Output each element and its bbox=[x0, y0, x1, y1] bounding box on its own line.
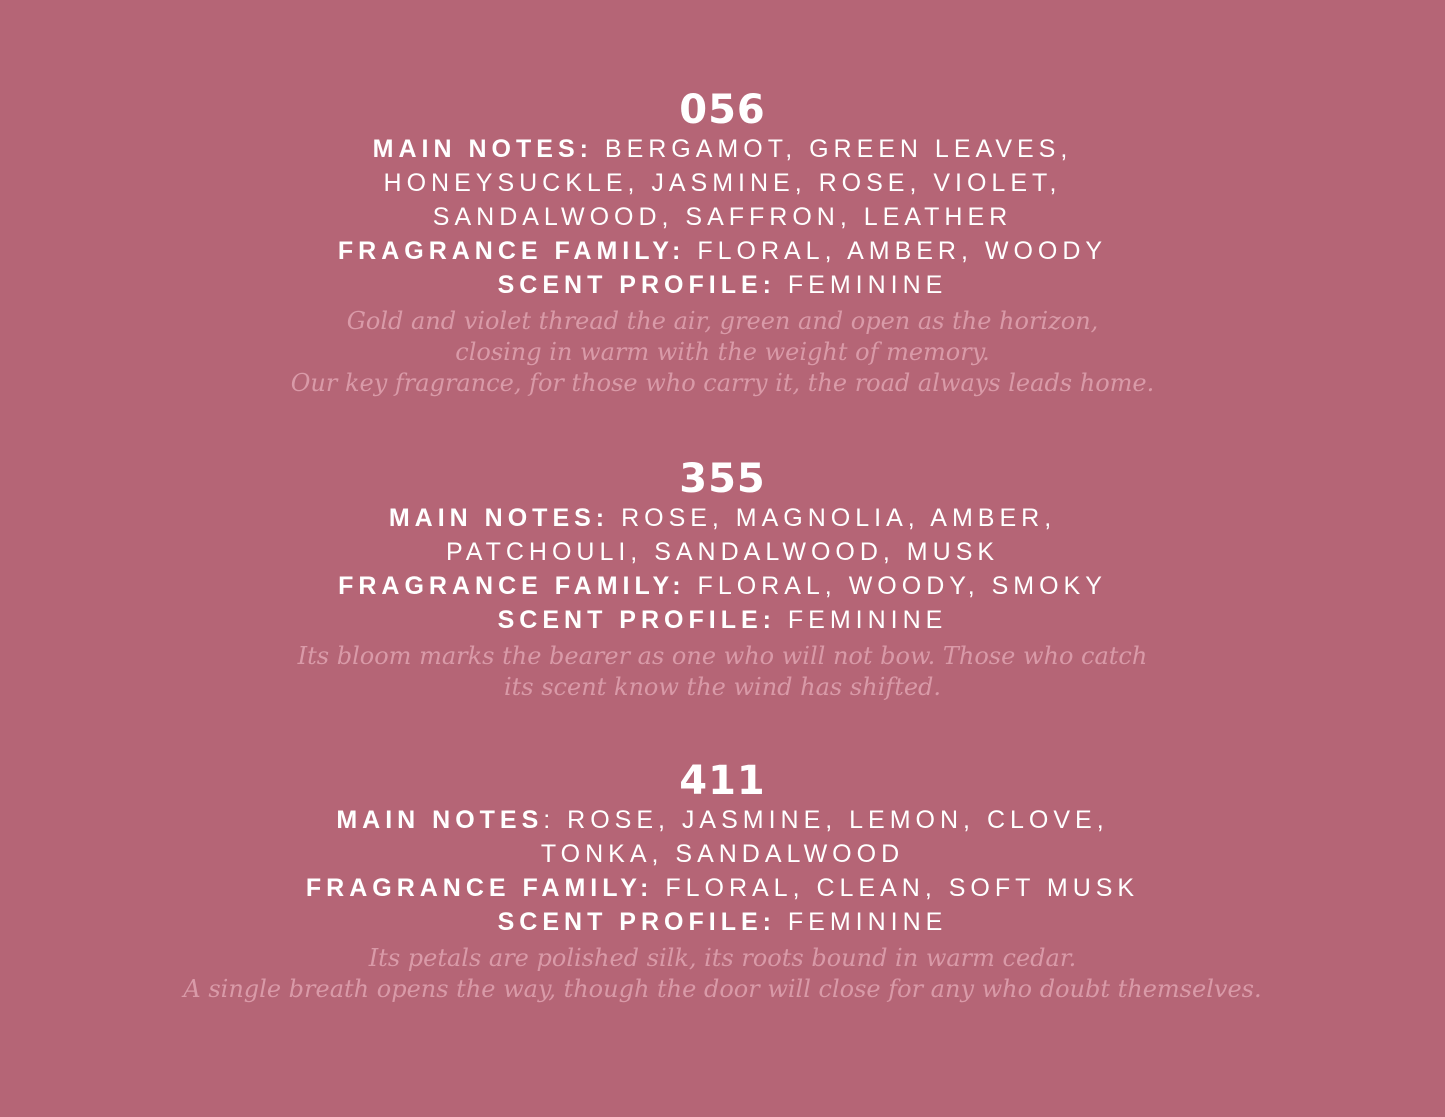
description-line: closing in warm with the weight of memory. bbox=[455, 338, 990, 366]
fragrance-355 bbox=[0, 457, 1445, 703]
fragrance-description bbox=[0, 943, 1445, 1005]
fragrance-family-value: FLORAL, CLEAN, SOFT MUSK bbox=[653, 874, 1140, 902]
main-notes-value: ROSE, MAGNOLIA, AMBER, bbox=[609, 504, 1057, 532]
description-line: its scent know the wind has shifted. bbox=[503, 673, 942, 701]
fragrance-code: 355 bbox=[679, 456, 766, 502]
fragrance-description bbox=[0, 641, 1445, 703]
scent-profile-label: SCENT PROFILE: bbox=[497, 606, 776, 634]
fragrance-code: 056 bbox=[679, 87, 766, 133]
fragrance-family-value: FLORAL, WOODY, SMOKY bbox=[685, 572, 1107, 600]
fragrance-056 bbox=[0, 88, 1445, 399]
scent-profile-label: SCENT PROFILE: bbox=[497, 908, 776, 936]
description-line: Its petals are polished silk, its roots bound in warm cedar. bbox=[368, 944, 1077, 972]
main-notes-line: SANDALWOOD, SAFFRON, LEATHER bbox=[432, 203, 1013, 231]
main-notes-line bbox=[0, 132, 1445, 166]
fragrance-family-label: FRAGRANCE FAMILY: bbox=[337, 237, 686, 265]
description-line: Its bloom marks the bearer as one who will not bow. Those who catch bbox=[297, 642, 1148, 670]
main-notes-label: MAIN NOTES: bbox=[388, 504, 610, 532]
fragrance-family-line bbox=[0, 871, 1445, 905]
fragrance-411 bbox=[0, 759, 1445, 1005]
fragrance-description bbox=[0, 306, 1445, 399]
main-notes-line: PATCHOULI, SANDALWOOD, MUSK bbox=[445, 538, 1000, 566]
scent-profile-value: FEMININE bbox=[775, 908, 948, 936]
main-notes-label: MAIN NOTES bbox=[336, 806, 544, 834]
main-notes-value: : ROSE, JASMINE, LEMON, CLOVE, bbox=[543, 806, 1109, 834]
fragrance-family-line bbox=[0, 569, 1445, 603]
main-notes-value: BERGAMOT, GREEN LEAVES, bbox=[592, 135, 1073, 163]
scent-profile-line bbox=[0, 603, 1445, 637]
main-notes-line bbox=[0, 803, 1445, 837]
fragrance-code: 411 bbox=[679, 758, 766, 804]
main-notes-label: MAIN NOTES: bbox=[372, 135, 593, 163]
fragrance-family-label: FRAGRANCE FAMILY: bbox=[338, 572, 686, 600]
description-line: Gold and violet thread the air, green and open as the horizon, bbox=[346, 307, 1099, 335]
description-line: Our key fragrance, for those who carry it, the road always leads home. bbox=[290, 369, 1155, 397]
fragrance-family-value: FLORAL, AMBER, WOODY bbox=[685, 237, 1108, 265]
main-notes-line: HONEYSUCKLE, JASMINE, ROSE, VIOLET, bbox=[383, 169, 1062, 197]
scent-profile-value: FEMININE bbox=[775, 606, 948, 634]
main-notes-line: TONKA, SANDALWOOD bbox=[540, 840, 905, 868]
fragrance-family-label: FRAGRANCE FAMILY: bbox=[305, 874, 654, 902]
main-notes-line bbox=[0, 501, 1445, 535]
scent-profile-line bbox=[0, 905, 1445, 939]
scent-profile-value: FEMININE bbox=[775, 271, 948, 299]
scent-profile-line bbox=[0, 268, 1445, 302]
scent-profile-label: SCENT PROFILE: bbox=[497, 271, 776, 299]
description-line: A single breath opens the way, though the door will close for any who doubt themselves. bbox=[183, 975, 1262, 1003]
fragrance-family-line bbox=[0, 234, 1445, 268]
